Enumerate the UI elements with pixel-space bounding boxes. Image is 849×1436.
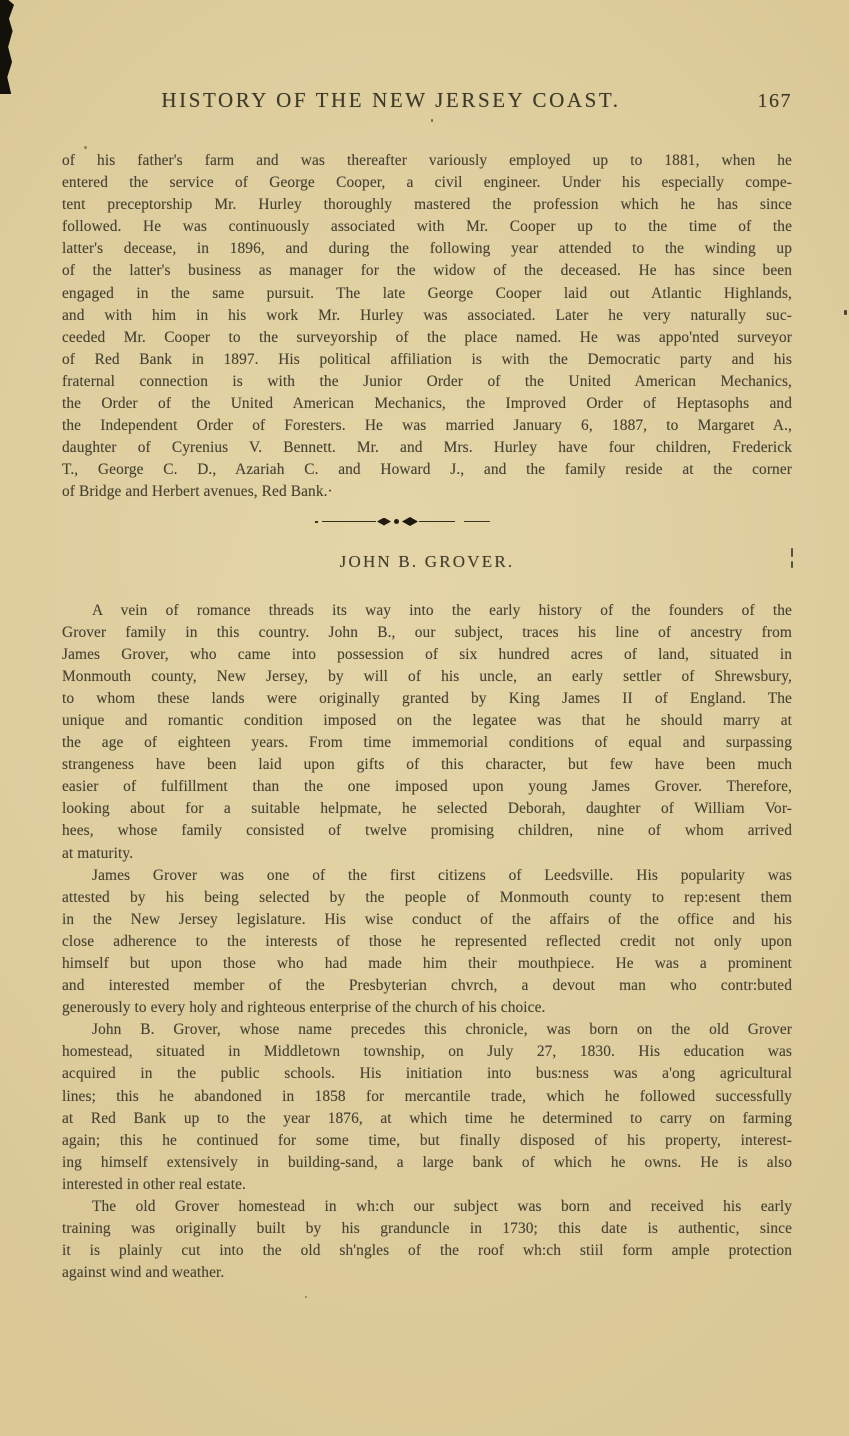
text-line: against wind and weather. [62,1264,225,1282]
scan-speck [305,1296,307,1298]
paragraph [62,600,792,865]
text-line: The old Grover homestead in wh:ch our subject was born and received his early [92,1198,792,1216]
text-line: the Independent Order of Foresters. He was married January 6, 1887, to Margaret A., [62,417,792,435]
text-line: T., George C. D., Azariah C. and Howard J., and the family reside at the corner [62,461,792,479]
text-line: the Order of the United American Mechanics, the Improved Order of Heptasophs and [62,395,792,413]
divider-rule [464,521,490,523]
paragraph [62,1019,792,1196]
text-line: John B. Grover, whose name precedes this chronicle, was born on the old Grover [92,1021,792,1039]
text-line: James Grover was one of the first citizens of Leedsville. His popularity was [92,866,792,884]
paragraph [62,150,792,504]
text-line: ing himself extensively in building-sand, a large bank of which he owns. He is also [62,1153,792,1171]
text-line: entered the service of George Cooper, a civil engineer. Under his especially compe- [62,174,792,192]
scan-speck [84,146,87,149]
text-line: in the New Jersey legislature. His wise conduct of the affairs of the office and his [62,910,792,928]
text-line: of Bridge and Herbert avenues, Red Bank.· [62,483,333,501]
text-line: and interested member of the Presbyterian chvrch, a devout man who contr:buted [62,977,792,995]
text-line: of Red Bank in 1897. His political affiliation is with the Democratic party and his [62,350,792,368]
page-number: 167 [757,90,792,112]
divider-diamond-icon [402,517,418,526]
text-line: and with him in his work Mr. Hurley was associated. Later he very naturally suc- [62,306,792,324]
text-line: unique and romantic condition imposed on the legatee was that he should marry at [62,711,792,729]
text-line: fraternal connection is with the Junior Order of the United American Mechanics, [62,372,792,390]
text-line: strangeness have been laid upon gifts of this character, but few have been much [62,756,792,774]
text-line: Grover family in this country. John B., our subject, traces his line of ancestry from [62,623,792,641]
text-line: of his father's farm and was thereafter variously employed up to 1881, when he [62,152,792,169]
text-line: tent preceptorship Mr. Hurley thoroughly mastered the profession which he has since [62,196,792,214]
divider-diamond-icon [377,518,391,526]
text-line: to whom these lands were originally granted by King James II of England. The [62,689,792,707]
text-line: easier of fulfillment than the one imposed upon young James Grover. Therefore, [62,778,792,796]
biography-hurley-continuation [62,150,792,504]
biography-grover-text [62,600,792,1285]
paragraph [62,865,792,1020]
text-line: interested in other real estate. [62,1175,246,1193]
text-line: close adherence to the interests of those he represented reflected credit not only upon [62,932,792,950]
divider-dot [315,521,318,523]
divider-rule [419,521,455,523]
text-line: again; this he continued for some time, but finally disposed of his property, interest- [62,1131,792,1149]
text-line: himself but upon those who had made him their mouthpiece. He was a prominent [62,955,792,972]
text-line: James Grover, who came into possession of six hundred acres of land, situated in [62,645,792,663]
text-line: training was originally built by his granduncle in 1730; this date is authentic, since [62,1220,792,1238]
text-line: lines; this he abandoned in 1858 for mercantile trade, which he followed successfully [62,1087,792,1105]
text-line: Monmouth county, New Jersey, by will of his uncle, an early settler of Shrewsbury, [62,667,792,685]
text-line: generously to every holy and righteous enterprise of the church of his choice. [62,999,546,1017]
text-line: at Red Bank up to the year 1876, at which time he determined to carry on farming [62,1109,792,1127]
divider-rule [322,521,376,523]
text-line: latter's decease, in 1896, and during the following year attended to the winding up [62,240,792,258]
text-line: homestead, situated in Middletown township, on July 27, 1830. His education was [62,1043,792,1061]
text-line: followed. He was continuously associated with Mr. Cooper up to the time of the [62,218,792,236]
text-line: daughter of Cyrenius V. Bennett. Mr. and Mrs. Hurley have four children, Frederick [62,439,792,457]
text-line: hees, whose family consisted of twelve promising children, nine of whom arrived [62,822,792,840]
scan-speck [844,310,847,315]
text-column [62,150,792,1284]
text-line: attested by his being selected by the people of Monmouth county to rep:esent them [62,888,792,906]
text-line: engaged in the same pursuit. The late George Cooper laid out Atlantic Highlands, [62,284,792,302]
text-line: it is plainly cut into the old sh'ngles of the roof wh:ch stiil form ample protection [62,1242,792,1260]
section-divider [315,518,530,526]
divider-dot [394,519,399,524]
text-line: at maturity. [62,844,134,862]
running-title: HISTORY OF THE NEW JERSEY COAST. [161,88,621,112]
scan-speck [431,119,433,122]
text-line: A vein of romance threads its way into the early history of the founders of the [92,601,792,619]
text-line: looking about for a suitable helpmate, he selected Deborah, daughter of William Vor- [62,800,792,818]
scan-gutter-edge-artifact [0,0,14,94]
paragraph [62,1196,792,1284]
section-heading: JOHN B. GROVER. [339,551,515,571]
text-line: of the latter's business as manager for the widow of the deceased. He has since been [62,262,792,280]
text-line: ceeded Mr. Cooper to the surveyorship of the place named. He was appo'nted surveyor [62,328,792,346]
text-line: the age of eighteen years. From time immemorial conditions of equal and surpassing [62,734,792,752]
page-header [62,88,792,113]
text-line: acquired in the public schools. His initiation into bus:ness was a'ong agricultural [62,1065,792,1083]
